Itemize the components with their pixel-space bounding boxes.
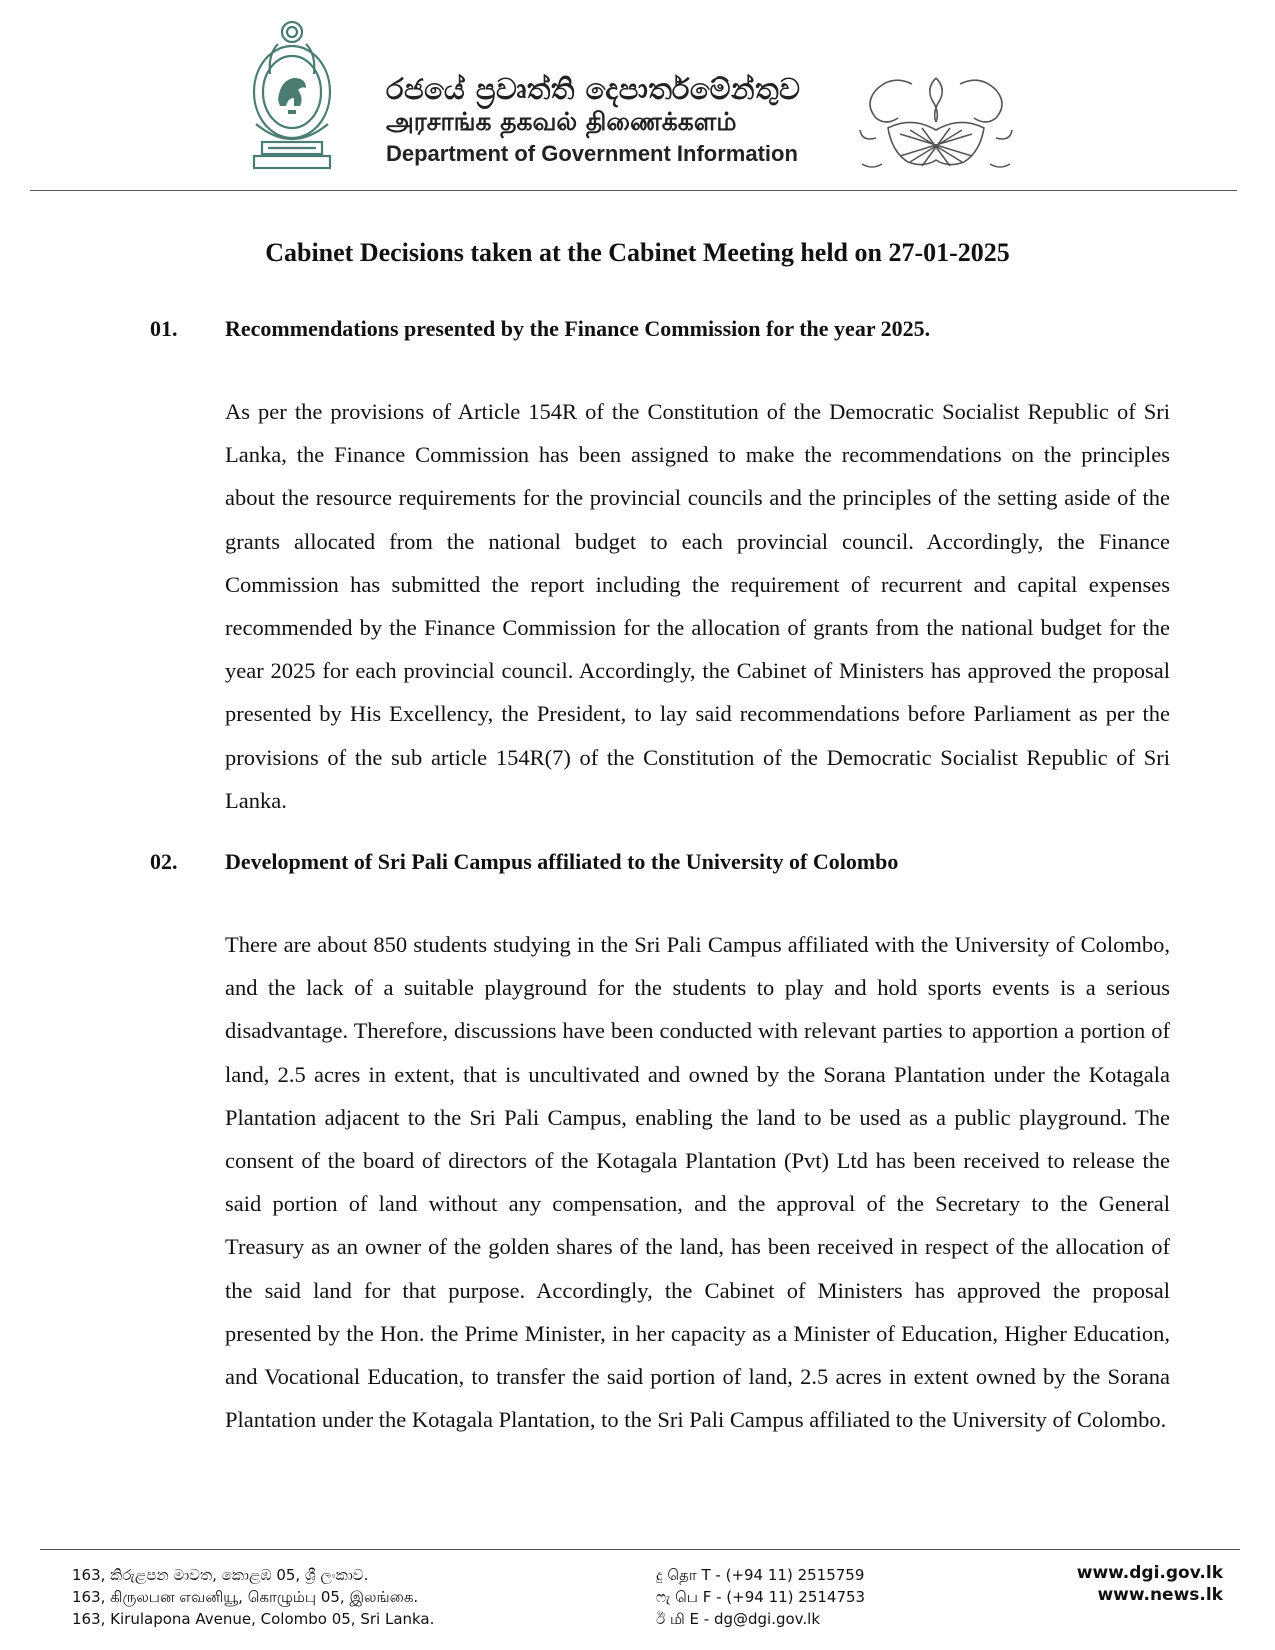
phone-number: දු தொ T - (+94 11) 2515759 xyxy=(656,1566,865,1584)
website-block xyxy=(1077,1562,1223,1606)
fax-number: ෆැ பெ F - (+94 11) 2514753 xyxy=(656,1588,866,1606)
org-names xyxy=(386,72,826,170)
org-name-tamil: அரசாங்க தகவல் திணைக்களம் xyxy=(386,107,737,136)
address-sinhala: 163, කිරුළපන මාවත, කොළඹ 05, ශ්‍රී ලංකාව. xyxy=(72,1566,369,1584)
section-number: 01. xyxy=(150,316,178,341)
website-link[interactable]: www.news.lk xyxy=(1097,1585,1223,1605)
header-divider xyxy=(30,190,1237,191)
email-address[interactable]: ඊ மி E - dg@dgi.gov.lk xyxy=(656,1610,821,1628)
address-english: 163, Kirulapona Avenue, Colombo 05, Sri Lanka. xyxy=(72,1610,435,1628)
document-title: Cabinet Decisions taken at the Cabinet Meeting held on 27-01-2025 xyxy=(265,238,1010,267)
org-name-english: Department of Government Information xyxy=(386,141,798,166)
org-name-sinhala: රජයේ ප්‍රවෘත්ති දෙපාර්තමේන්තුව xyxy=(386,72,801,106)
footer xyxy=(0,1560,1275,1650)
section-body: There are about 850 students studying in the Sri Pali Campus affiliated with the University of Colombo, and the lack of a suitable playground for the students to play and hold sports events is a serious disadvantage. Therefore, discussions have been conducted with relevant parties to apportion a portion of land, 2.5 acres in extent, that is uncultivated and owned by the Sorana Plantation under the Kotagala Plantation adjacent to the Sri Pali Campus, enabling the land to be used as a public playground. The consent of the board of directors of the Kotagala Plantation (Pvt) Ltd has been received to release the said portion of land without any compensation, and the approval of the Secretary to the General Treasury as an owner of the golden shares of the land, has been received in respect of the allocation of the said land for that purpose. Accordingly, the Cabinet of Ministers has approved the proposal presented by the Hon. the Prime Minister, in her capacity as a Minister of Education, Higher Education, and Vocational Education, to transfer the said portion of land, 2.5 acres in extent owned by the Sorana Plantation under the Kotagala Plantation, to the Sri Pali Campus affiliated to the University of Colombo. xyxy=(225,932,1170,1433)
letterhead xyxy=(0,0,1275,195)
section-number: 02. xyxy=(150,849,178,874)
address-block xyxy=(72,1564,434,1630)
swan-ornament-icon xyxy=(852,68,1020,176)
website-link[interactable]: www.dgi.gov.lk xyxy=(1076,1563,1223,1583)
section-body: As per the provisions of Article 154R of the Constitution of the Democratic Socialist Republic of Sri Lanka, the Finance Commission has been assigned to make the recommendations on the principles about the resource requirements for the provincial councils and the principles of the setting aside of the grants allocated from the national budget to each provincial council. Accordingly, the Finance Commission has submitted the report including the requirement of recurrent and capital expenses recommended by the Finance Commission for the allocation of grants from the national budget for the year 2025 for each provincial council. Accordingly, the Cabinet of Ministers has approved the proposal presented by His Excellency, the President, to lay said recommendations before Parliament as per the provisions of the sub article 154R(7) of the Constitution of the Democratic Socialist Republic of Sri Lanka. xyxy=(225,399,1170,813)
footer-divider xyxy=(40,1549,1240,1550)
section-title: Development of Sri Pali Campus affiliated to the University of Colombo xyxy=(225,849,899,874)
address-tamil: 163, கிருலபன எவனியூ, கொழும்பு 05, இலங்கை. xyxy=(72,1588,419,1606)
section-title: Recommendations presented by the Finance Commission for the year 2025. xyxy=(225,316,931,341)
sri-lanka-emblem-icon xyxy=(248,14,336,174)
contact-block xyxy=(656,1564,865,1630)
